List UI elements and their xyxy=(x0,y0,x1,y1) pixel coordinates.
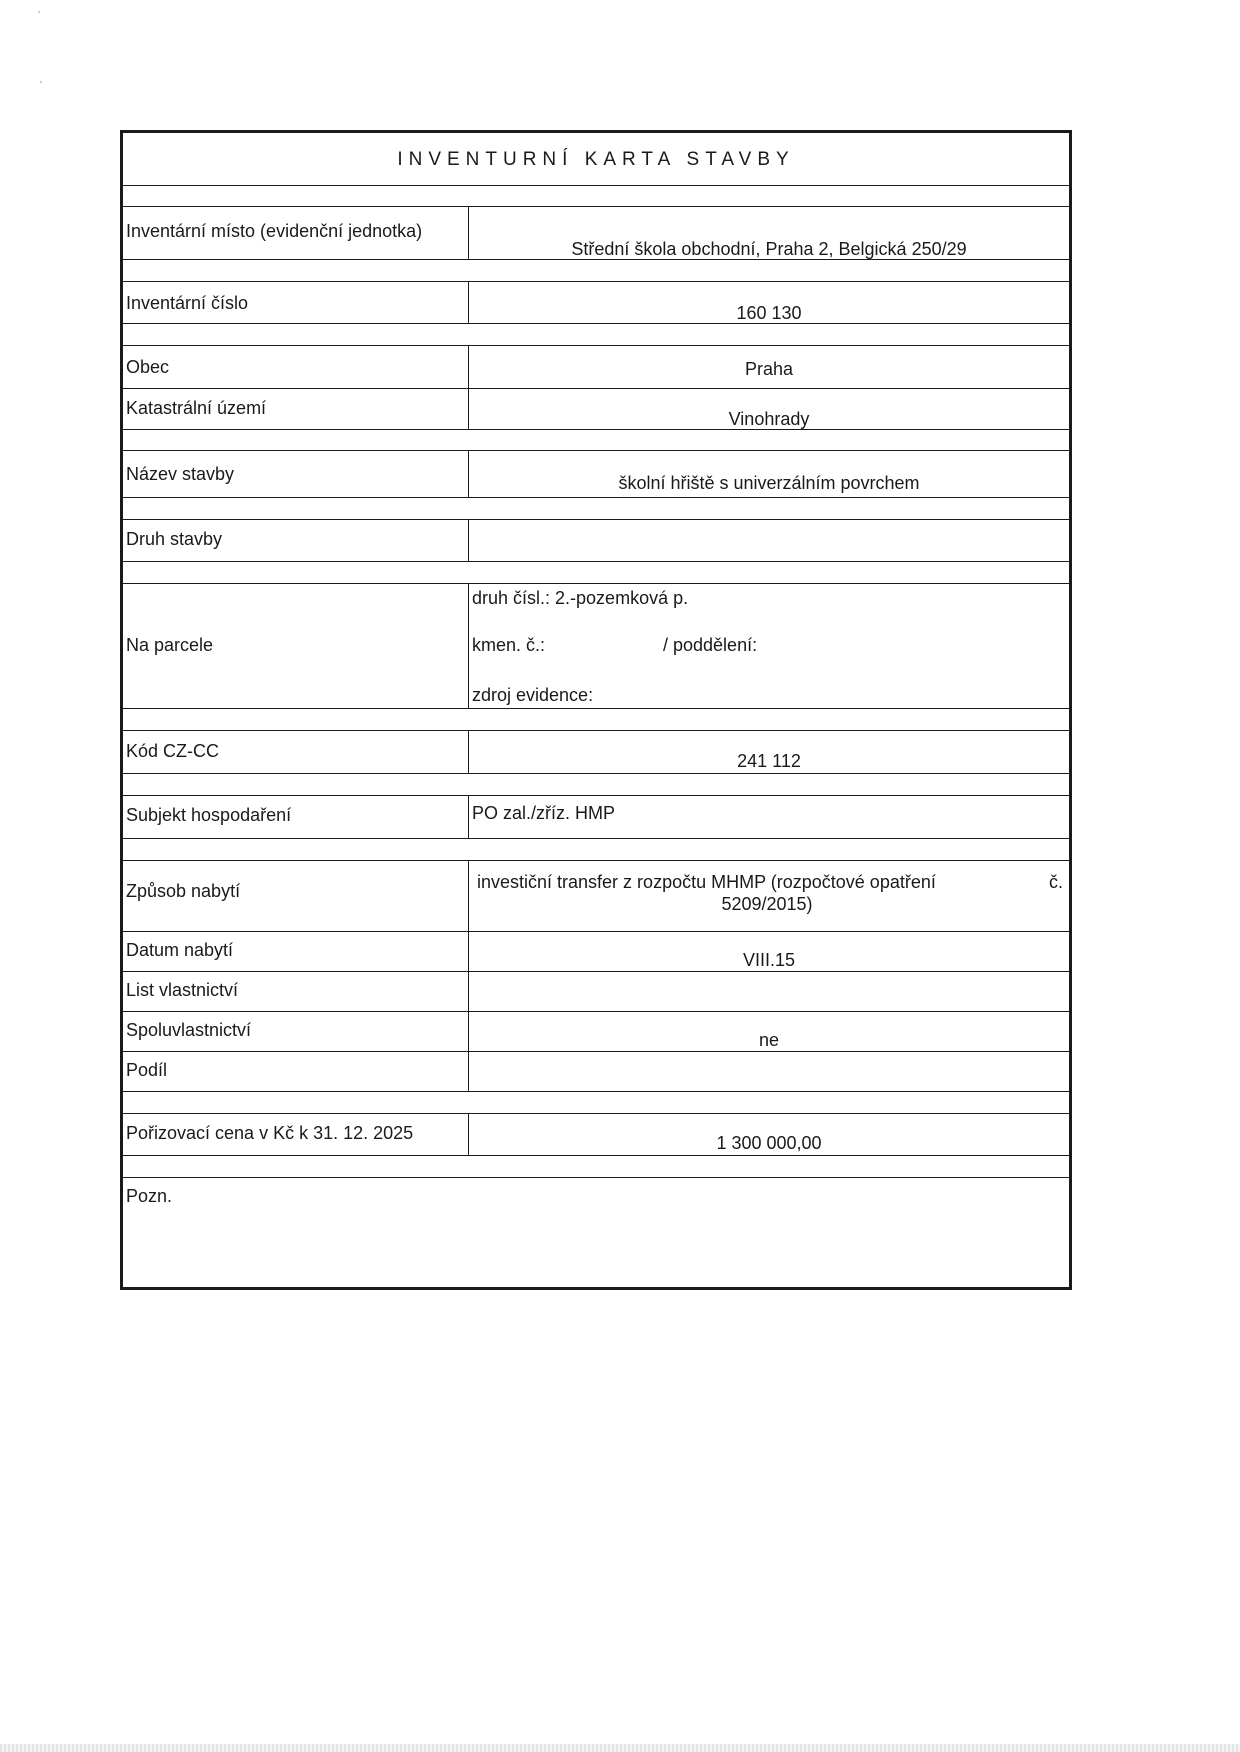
acquisition-method-line1 xyxy=(471,871,1063,893)
rule xyxy=(123,497,1069,498)
rule xyxy=(123,1177,1069,1178)
cz-cc-code-label: Kód CZ-CC xyxy=(126,741,220,761)
rule xyxy=(123,773,1069,774)
rule xyxy=(123,519,1069,520)
managing-entity-value: PO zal./zříz. HMP xyxy=(472,803,616,823)
rule xyxy=(123,795,1069,796)
column-divider xyxy=(468,583,469,708)
card-title: INVENTURNÍ KARTA STAVBY xyxy=(397,149,795,170)
acquisition-method-value xyxy=(471,871,1063,915)
ownership-sheet-label: List vlastnictví xyxy=(126,980,239,1000)
co-ownership-label: Spoluvlastnictví xyxy=(126,1020,252,1040)
municipality-value: Praha xyxy=(744,359,794,379)
acquisition-date-label: Datum nabytí xyxy=(126,940,234,960)
rule xyxy=(123,1051,1069,1052)
scan-mark: ' xyxy=(40,80,42,91)
acquisition-method-label: Způsob nabytí xyxy=(126,881,241,901)
rule xyxy=(123,1011,1069,1012)
rule xyxy=(123,561,1069,562)
inventory-location-label: Inventární místo (evidenční jednotka) xyxy=(126,221,423,241)
rule xyxy=(123,345,1069,346)
cadastral-area-label: Katastrální území xyxy=(126,398,267,418)
share-label: Podíl xyxy=(126,1060,168,1080)
rule xyxy=(123,971,1069,972)
parcel-label: Na parcele xyxy=(126,635,214,655)
acquisition-method-text: investiční transfer z rozpočtu MHMP (rozpočtové opatření xyxy=(477,872,936,892)
rule xyxy=(123,281,1069,282)
parcel-number-type: druh čísl.: 2.-pozemková p. xyxy=(472,588,689,608)
rule xyxy=(123,206,1069,207)
rule xyxy=(123,730,1069,731)
rule xyxy=(123,838,1069,839)
rule xyxy=(123,1155,1069,1156)
acquisition-price-value: 1 300 000,00 xyxy=(716,1133,822,1153)
inventory-card xyxy=(120,130,1072,1290)
rule xyxy=(123,185,1069,186)
rule xyxy=(123,1091,1069,1092)
managing-entity-label: Subjekt hospodaření xyxy=(126,805,292,825)
cz-cc-code-value: 241 112 xyxy=(737,751,801,771)
note-label: Pozn. xyxy=(126,1186,173,1206)
parcel-subdivision: / poddělení: xyxy=(663,635,758,655)
rule xyxy=(123,1113,1069,1114)
rule xyxy=(123,860,1069,861)
rule xyxy=(123,450,1069,451)
column-divider xyxy=(468,860,469,1091)
scan-mark: ' xyxy=(38,10,40,21)
parcel-record-source: zdroj evidence: xyxy=(472,685,594,705)
column-divider xyxy=(468,519,469,561)
rule xyxy=(123,931,1069,932)
inventory-number-label: Inventární číslo xyxy=(126,293,249,313)
acquisition-date-value: VIII.15 xyxy=(742,950,796,970)
building-name-label: Název stavby xyxy=(126,464,235,484)
scan-edge xyxy=(0,1744,1240,1752)
rule xyxy=(123,583,1069,584)
rule xyxy=(123,388,1069,389)
parcel-root-number: kmen. č.: xyxy=(472,635,546,655)
inventory-number-value: 160 130 xyxy=(736,303,802,323)
inventory-location-value: Střední škola obchodní, Praha 2, Belgická 250/29 xyxy=(571,239,967,259)
rule xyxy=(123,708,1069,709)
co-ownership-value: ne xyxy=(758,1030,780,1050)
acquisition-price-label: Pořizovací cena v Kč k 31. 12. 2025 xyxy=(126,1123,414,1143)
cadastral-area-value: Vinohrady xyxy=(728,409,810,429)
column-divider xyxy=(468,795,469,838)
acquisition-method-number-prefix: č. xyxy=(1048,872,1063,892)
building-name-value: školní hřiště s univerzálním povrchem xyxy=(618,473,920,493)
acquisition-method-line2: 5209/2015) xyxy=(721,894,813,914)
municipality-label: Obec xyxy=(126,357,170,377)
building-type-label: Druh stavby xyxy=(126,529,223,549)
